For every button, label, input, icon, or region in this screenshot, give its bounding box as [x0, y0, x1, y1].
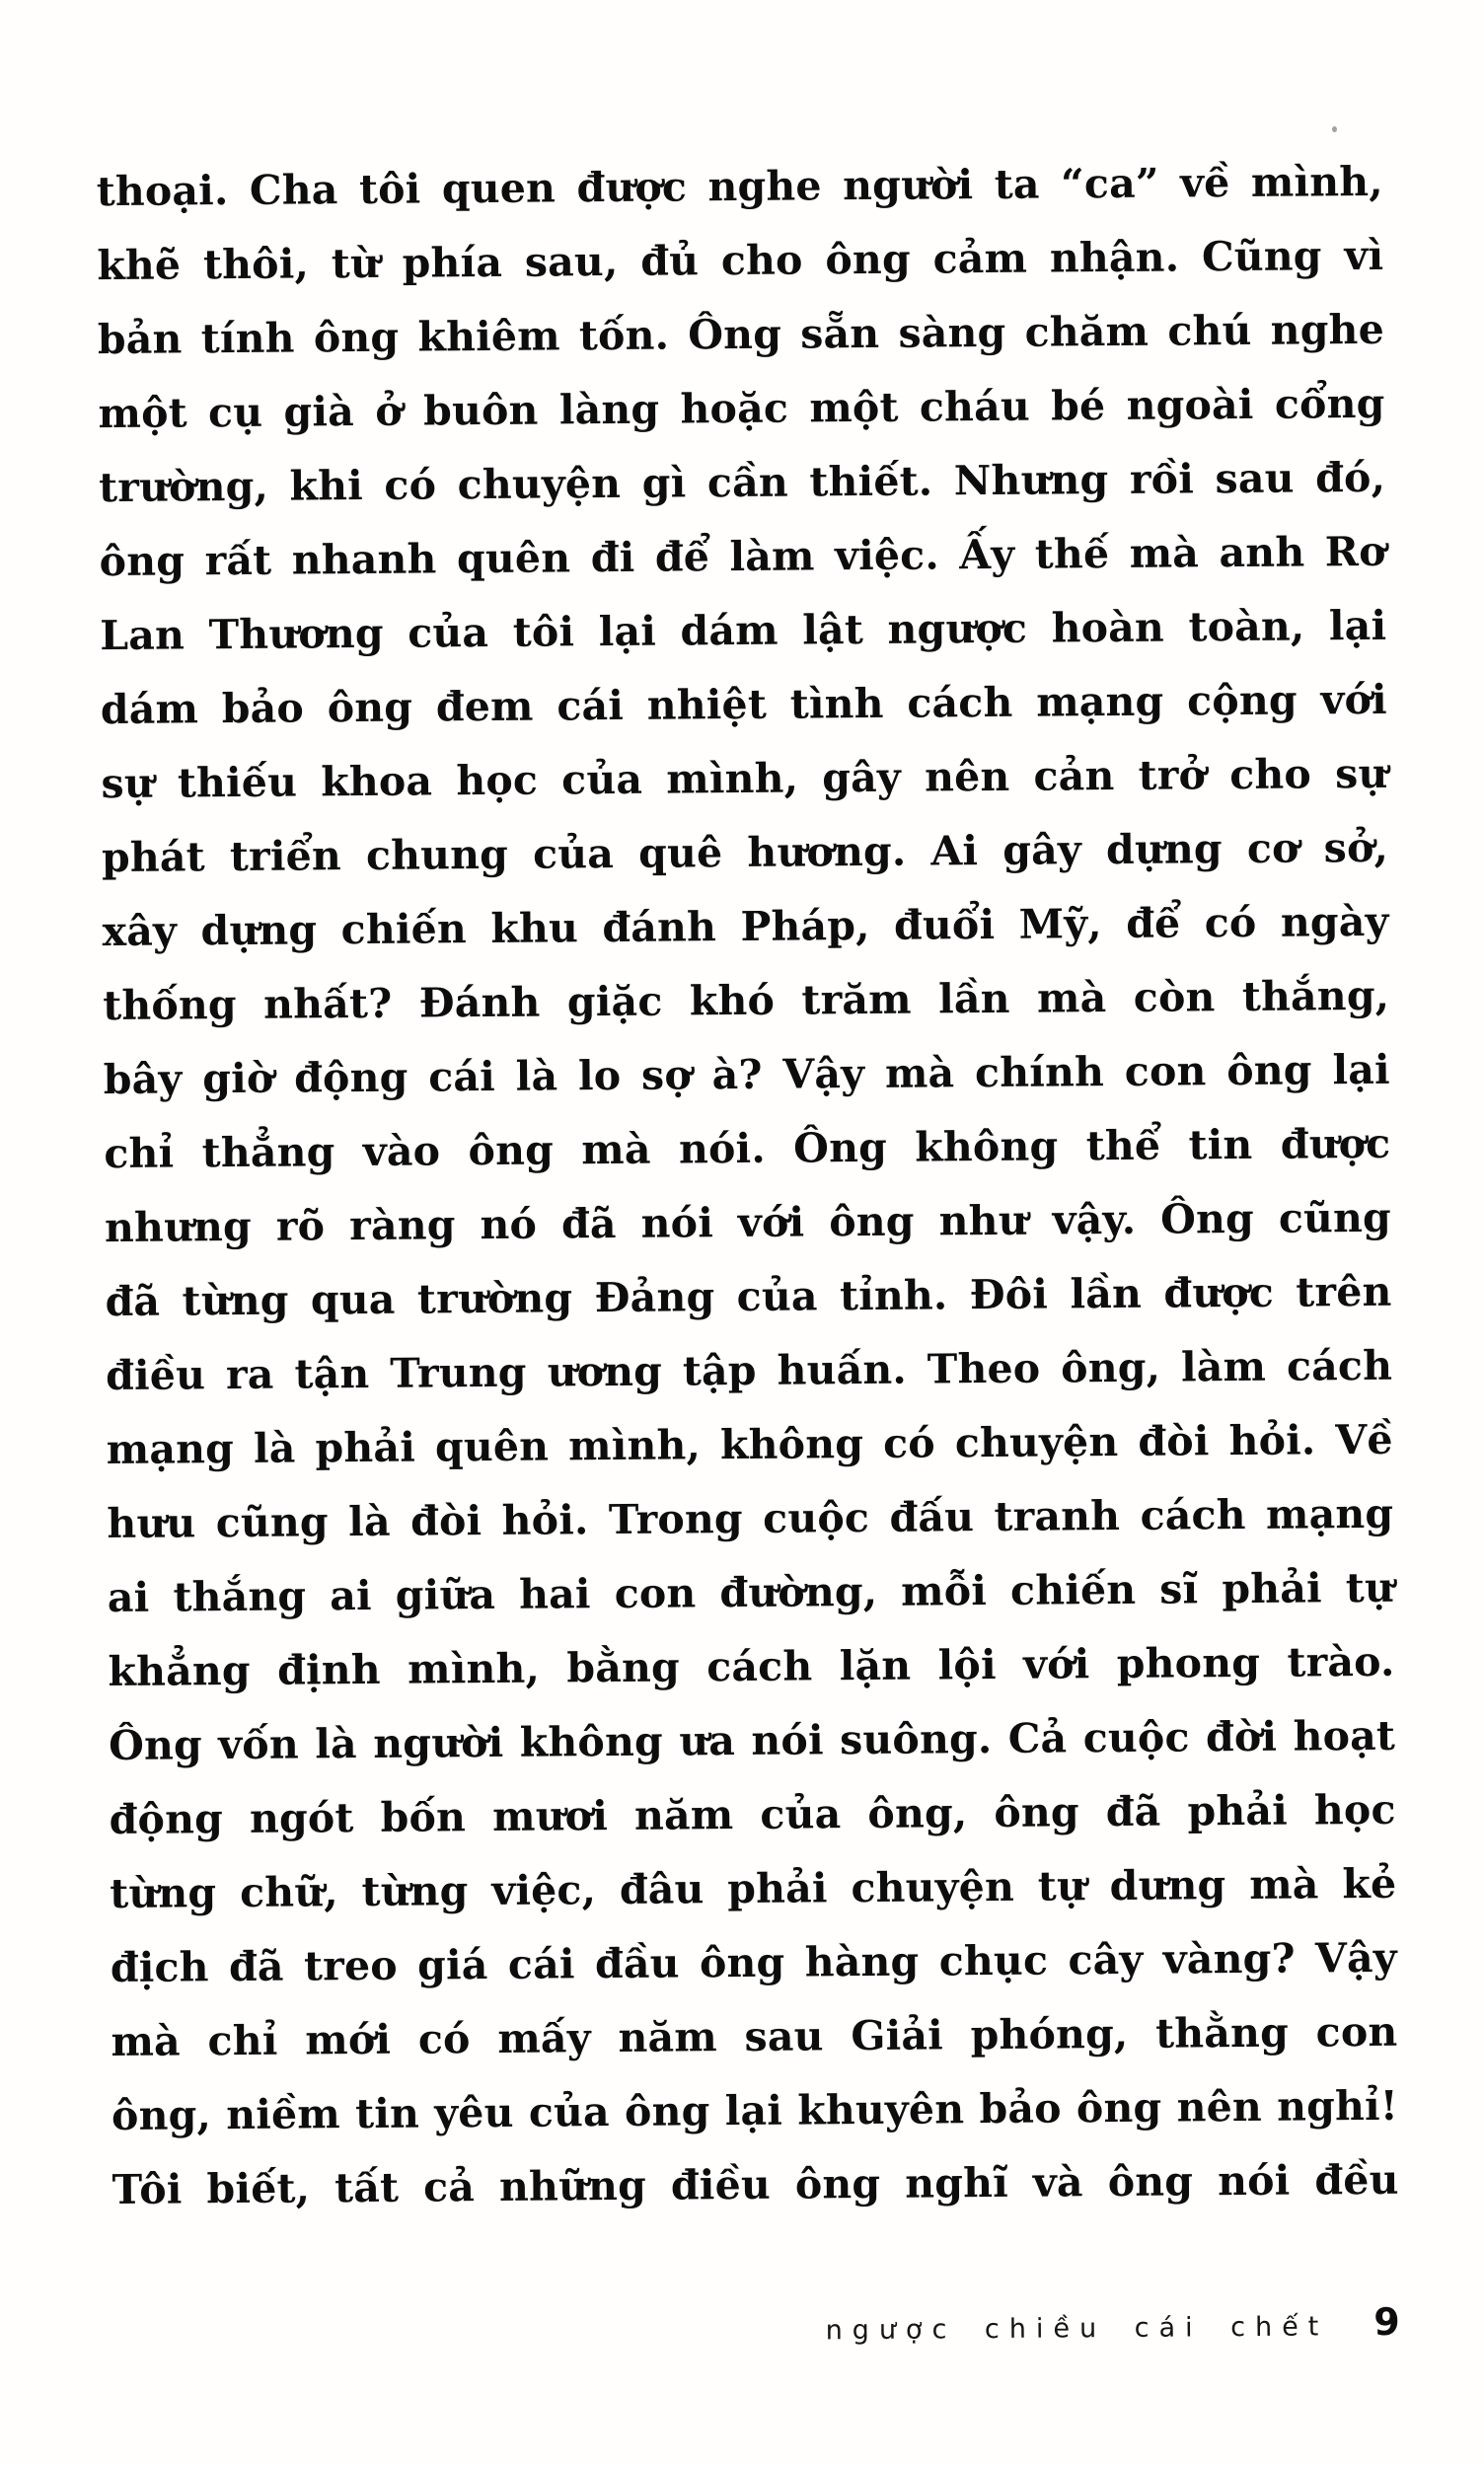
text-line: bây giờ động cái là lo sợ à? Vậy mà chính con ông lại — [103, 1045, 1390, 1104]
text-line: trường, khi có chuyện gì cần thiết. Nhưng rồi sau đó, — [98, 453, 1386, 512]
text-line: ông, niềm tin yêu của ông lại khuyên bảo ông nên nghỉ! — [111, 2081, 1399, 2140]
text-line: dám bảo ông đem cái nhiệt tình cách mạng cộng với — [100, 675, 1388, 734]
text-line: điều ra tận Trung ương tập huấn. Theo ông, làm cách — [105, 1341, 1393, 1400]
text-line: khẽ thôi, từ phía sau, đủ cho ông cảm nhận. Cũng vì — [97, 231, 1384, 290]
text-line: địch đã treo giá cái đầu ông hàng chục cây vàng? Vậy — [110, 1933, 1398, 1992]
text-line: phát triển chung của quê hương. Ai gây dựng cơ sở, — [101, 823, 1389, 882]
text-line: mà chỉ mới có mấy năm sau Giải phóng, thằng con — [111, 2007, 1398, 2066]
text-line: ai thắng ai giữa hai con đường, mỗi chiến sĩ phải tự — [107, 1563, 1395, 1622]
text-line: Ông vốn là người không ưa nói suông. Cả cuộc đời hoạt — [108, 1711, 1396, 1770]
text-line: Lan Thương của tôi lại dám lật ngược hoàn toàn, lại — [100, 601, 1387, 660]
running-title: ngược chiều cái chết — [825, 2311, 1329, 2347]
text-line: hưu cũng là đòi hỏi. Trong cuộc đấu tranh cách mạng — [107, 1489, 1394, 1548]
text-line: thoại. Cha tôi quen được nghe người ta “ca” về mình, — [96, 157, 1383, 216]
page-number: 9 — [1373, 2299, 1400, 2344]
page-footer — [825, 2300, 1399, 2349]
text-line: Tôi biết, tất cả những điều ông nghĩ và ông nói đều — [111, 2155, 1399, 2214]
text-line: thống nhất? Đánh giặc khó trăm lần mà còn thắng, — [103, 971, 1390, 1030]
text-line: đã từng qua trường Đảng của tỉnh. Đôi lần được trên — [105, 1267, 1392, 1326]
text-line: ông rất nhanh quên đi để làm việc. Ấy thế mà anh Rơ — [99, 527, 1386, 586]
body-text — [96, 145, 1398, 2227]
text-line: một cụ già ở buôn làng hoặc một cháu bé ngoài cổng — [98, 379, 1385, 438]
text-line: sự thiếu khoa học của mình, gây nên cản trở cho sự — [101, 749, 1388, 808]
text-line: nhưng rõ ràng nó đã nói với ông như vậy. Ông cũng — [104, 1193, 1392, 1252]
text-line: từng chữ, từng việc, đâu phải chuyện tự dưng mà kẻ — [110, 1859, 1397, 1918]
text-line: khẳng định mình, bằng cách lặn lội với phong trào. — [108, 1637, 1395, 1696]
text-line: xây dựng chiến khu đánh Pháp, đuổi Mỹ, để có ngày — [102, 897, 1389, 956]
text-line: mạng là phải quên mình, không có chuyện đòi hỏi. Về — [106, 1415, 1393, 1474]
text-line: bản tính ông khiêm tốn. Ông sẵn sàng chăm chú nghe — [97, 305, 1385, 364]
text-line: động ngót bốn mươi năm của ông, ông đã phải học — [109, 1785, 1396, 1844]
text-line: chỉ thẳng vào ông mà nói. Ông không thể tin được — [104, 1119, 1391, 1178]
